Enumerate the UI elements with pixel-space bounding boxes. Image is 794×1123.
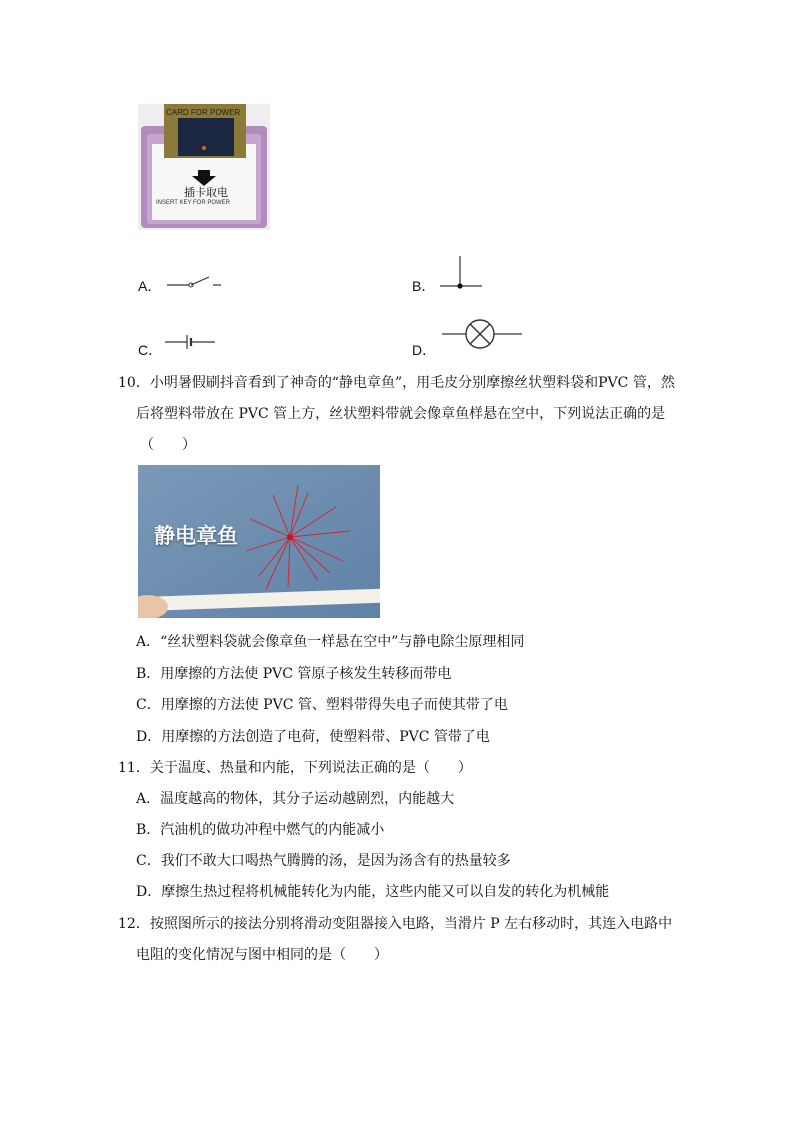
question-10-option-c: C．用摩擦的方法使 PVC 管、塑料带得失电子而使其带了电 — [136, 697, 508, 713]
question-10-option-b: B．用摩擦的方法使 PVC 管原子核发生转移而带电 — [136, 666, 452, 682]
question-11-option-a: A．温度越高的物体，其分子运动越剧烈，内能越大 — [136, 791, 455, 807]
switch-symbol-icon — [165, 270, 225, 296]
photo-caption: 静电章鱼 — [154, 524, 238, 548]
option-b-letter: B． — [412, 278, 436, 294]
option-a-letter: A． — [138, 278, 162, 294]
question-12-line-2: 电阻的变化情况与图中相同的是（ ） — [136, 947, 388, 963]
question-10-option-d: D．用摩擦的方法创造了电荷，使塑料带、PVC 管带了电 — [136, 729, 490, 745]
card-label: CARD FOR POWER — [166, 108, 241, 117]
wire-junction-icon — [438, 254, 486, 294]
static-octopus-photo — [138, 465, 380, 618]
card-slot-photo — [138, 104, 270, 230]
lamp-symbol-icon — [440, 316, 524, 352]
option-d-letter: D． — [412, 342, 437, 358]
question-11-option-c: C．我们不敢大口喝热气腾腾的汤，是因为汤含有的热量较多 — [136, 853, 511, 869]
option-c-letter: C． — [138, 342, 163, 358]
question-10-line-2: 后将塑料带放在 PVC 管上方，丝状塑料带就会像章鱼样悬在空中，下列说法正确的是 — [136, 406, 666, 422]
question-10-option-a: A．“丝状塑料袋就会像章鱼一样悬在空中”与静电除尘原理相同 — [136, 634, 525, 650]
question-10-line-3: （ ） — [140, 437, 196, 453]
insert-card-label: 插卡取电 — [184, 186, 228, 199]
insert-key-label: INSERT KEY FOR POWER — [156, 200, 231, 206]
battery-symbol-icon — [163, 332, 219, 352]
question-11-option-b: B．汽油机的做功冲程中燃气的内能减小 — [136, 822, 385, 838]
question-10-line-1: 10．小明暑假刷抖音看到了神奇的“静电章鱼”，用毛皮分别摩擦丝状塑料袋和PVC 管，然 — [118, 375, 675, 391]
question-11-stem: 11．关于温度、热量和内能，下列说法正确的是（ ） — [118, 760, 472, 776]
question-12-line-1: 12．按照图所示的接法分别将滑动变阻器接入电路，当滑片 P 左右移动时，其连入电路中 — [118, 916, 673, 932]
question-11-option-d: D．摩擦生热过程将机械能转化为内能，这些内能又可以自发的转化为机械能 — [136, 884, 610, 900]
